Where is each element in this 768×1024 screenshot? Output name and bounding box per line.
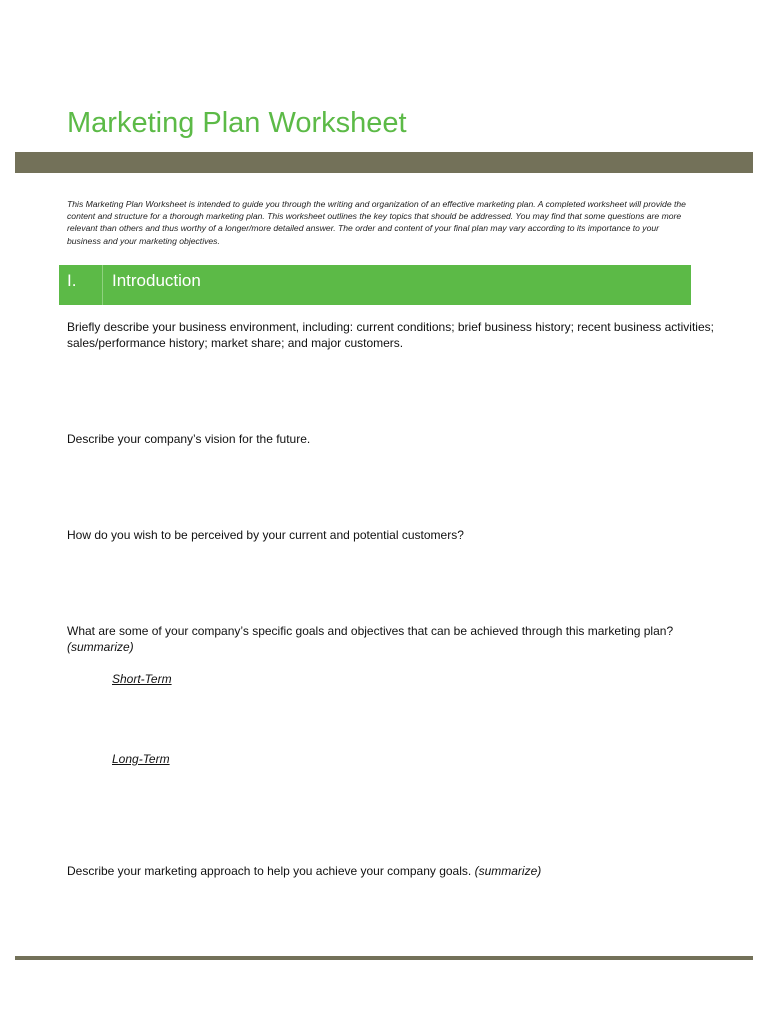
question-company-vision — [67, 432, 717, 448]
title-divider-bar — [15, 152, 753, 173]
intro-paragraph: This Marketing Plan Worksheet is intended to guide you through the writing and organization of an effective marketing plan. A completed worksheet will provide the content and structure for a thorough marketing plan. This worksheet outlines the key topics that should be addressed. You may find that some questions are more relevant than others and thus worthy of a longer/more detailed answer. The order and content of your final plan may vary according to its importance to your business and your marketing objectives. — [67, 199, 686, 246]
section-header-introduction — [59, 265, 691, 305]
question-text: Describe your marketing approach to help you achieve your company goals. — [67, 864, 472, 878]
section-number: I. — [59, 265, 103, 305]
question-marketing-approach — [67, 864, 717, 880]
question-customer-perception — [67, 528, 717, 544]
question-text: What are some of your company’s specific goals and objectives that can be achieved through this marketing plan? — [67, 624, 674, 638]
subheading-long-term: Long-Term — [112, 752, 170, 766]
subheading-short-term: Short-Term — [112, 672, 172, 686]
question-goals-objectives — [67, 624, 717, 655]
question-text: How do you wish to be perceived by your current and potential customers? — [67, 528, 464, 542]
question-text: Briefly describe your business environment, including: current conditions; brief business history; recent business activities; sales/performance history; market share; and major customers. — [67, 320, 714, 350]
page-title: Marketing Plan Worksheet — [67, 107, 407, 139]
question-text: Describe your company’s vision for the future. — [67, 432, 311, 446]
section-title: Introduction — [112, 271, 201, 290]
question-emphasis: (summarize) — [67, 639, 134, 654]
question-emphasis: (summarize) — [474, 864, 542, 878]
footer-divider-bar — [15, 956, 753, 960]
question-business-environment — [67, 320, 717, 351]
